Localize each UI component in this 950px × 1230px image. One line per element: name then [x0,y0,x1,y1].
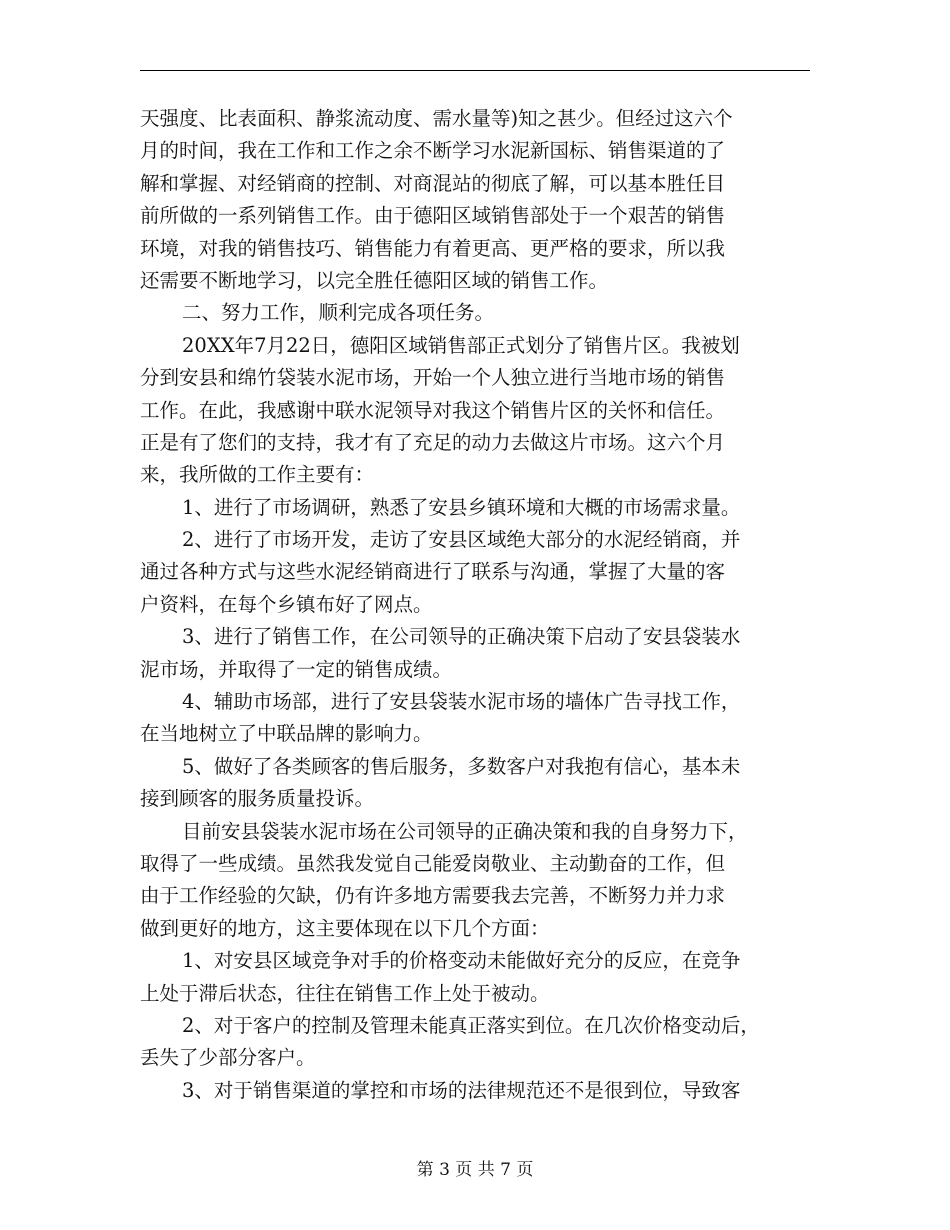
text-line: 1、进行了市场调研，熟悉了安县乡镇环境和大概的市场需求量。 [182,495,741,519]
text-line: 3、进行了销售工作，在公司领导的正确决策下启动了安县袋装水 [182,625,741,649]
text-line: 还需要不断地学习，以完全胜任德阳区域的销售工作。 [140,268,609,292]
text-line: 二、努力工作，顺利完成各项任务。 [182,301,495,325]
text-line: 前所做的一系列销售工作。由于德阳区域销售部处于一个艰苦的销售 [140,204,726,228]
text-line: 通过各种方式与这些水泥经销商进行了联系与沟通，掌握了大量的客 [140,560,726,584]
page-number-footer: 第 3 页 共 7 页 [416,1160,534,1180]
text-line: 2、进行了市场开发，走访了安县区域绝大部分的水泥经销商，并 [182,528,741,552]
text-line: 目前安县袋装水泥市场在公司领导的正确决策和我的自身努力下， [182,819,748,843]
text-line: 1、对安县区域竞争对手的价格变动未能做好充分的反应，在竞争 [182,949,741,973]
text-line: 2、对于客户的控制及管理未能真正落实到位。在几次价格变动后， [182,1013,760,1037]
header-rule [140,70,810,71]
text-line: 丢失了少部分客户。 [140,1046,316,1070]
text-line: 解和掌握、对经销商的控制、对商混站的彻底了解，可以基本胜任目 [140,171,726,195]
text-line: 上处于滞后状态，往往在销售工作上处于被动。 [140,981,550,1005]
text-line: 户资料，在每个乡镇布好了网点。 [140,592,433,616]
text-line: 工作。在此，我感谢中联水泥领导对我这个销售片区的关怀和信任。 [140,398,726,422]
text-line: 4、辅助市场部，进行了安县袋装水泥市场的墙体广告寻找工作， [182,690,741,714]
text-line: 接到顾客的服务质量投诉。 [140,787,375,811]
body-text [140,103,812,1107]
text-line: 做到更好的地方，这主要体现在以下几个方面： [140,916,550,940]
text-line: 泥市场，并取得了一定的销售成绩。 [140,657,453,681]
text-line: 取得了一些成绩。虽然我发觉自己能爱岗敬业、主动勤奋的工作，但 [140,851,726,875]
text-line: 5、做好了各类顾客的售后服务，多数客户对我抱有信心，基本未 [182,754,741,778]
text-line: 天强度、比表面积、静浆流动度、需水量等)知之甚少。但经过这六个 [140,107,733,130]
text-line: 由于工作经验的欠缺，仍有许多地方需要我去完善，不断努力并力求 [140,884,726,908]
text-line: 3、对于销售渠道的掌控和市场的法律规范还不是很到位，导致客 [182,1078,741,1102]
text-line: 正是有了您们的支持，我才有了充足的动力去做这片市场。这六个月 [140,430,726,454]
text-line: 环境，对我的销售技巧、销售能力有着更高、更严格的要求，所以我 [140,236,726,260]
text-line: 月的时间，我在工作和工作之余不断学习水泥新国标、销售渠道的了 [140,139,726,163]
text-line: 在当地树立了中联品牌的影响力。 [140,722,433,746]
text-line: 分到安县和绵竹袋装水泥市场，开始一个人独立进行当地市场的销售 [140,366,726,390]
text-line: 20XX年7月22日，德阳区域销售部正式划分了销售片区。我被划 [182,333,740,357]
text-line: 来，我所做的工作主要有： [140,463,375,487]
